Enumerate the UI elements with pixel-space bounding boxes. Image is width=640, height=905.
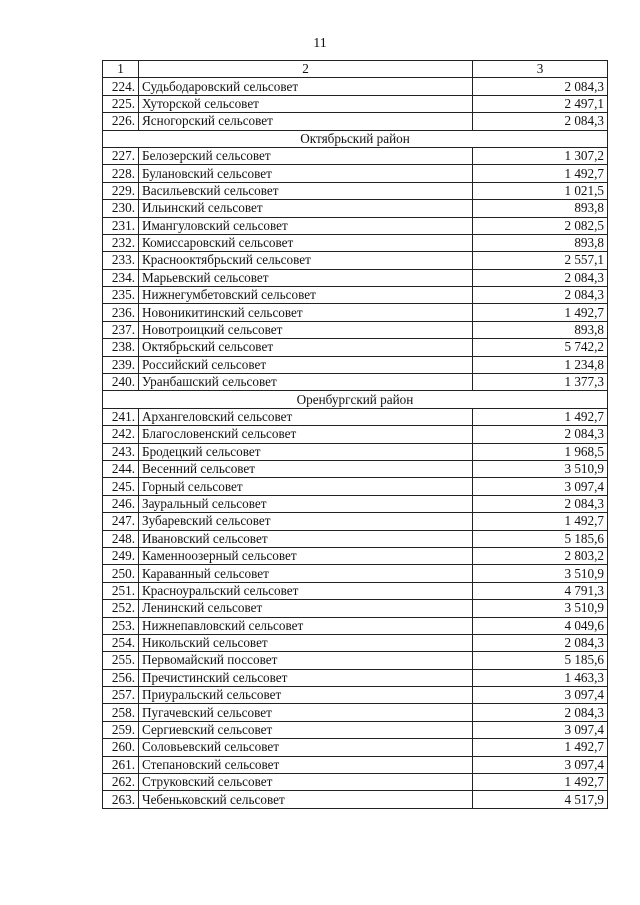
row-number: 258. xyxy=(103,704,139,721)
row-number: 229. xyxy=(103,182,139,199)
row-number: 236. xyxy=(103,304,139,321)
header-row xyxy=(103,61,608,78)
settlement-name: Хуторской сельсовет xyxy=(139,95,473,112)
section-row xyxy=(103,391,608,408)
settlement-name: Булановский сельсовет xyxy=(139,165,473,182)
settlement-name: Караванный сельсовет xyxy=(139,565,473,582)
row-number: 247. xyxy=(103,513,139,530)
row-number: 224. xyxy=(103,78,139,95)
settlement-name: Никольский сельсовет xyxy=(139,634,473,651)
settlement-name: Краснооктябрьский сельсовет xyxy=(139,252,473,269)
table-row xyxy=(103,634,608,651)
settlement-name: Судьбодаровский сельсовет xyxy=(139,78,473,95)
row-number: 256. xyxy=(103,669,139,686)
row-number: 239. xyxy=(103,356,139,373)
table-row xyxy=(103,374,608,391)
row-value: 1 492,7 xyxy=(473,408,608,425)
settlement-name: Ивановский сельсовет xyxy=(139,530,473,547)
row-value: 2 084,3 xyxy=(473,287,608,304)
settlement-name: Зубаревский сельсовет xyxy=(139,513,473,530)
row-number: 246. xyxy=(103,495,139,512)
table-row xyxy=(103,739,608,756)
row-value: 3 097,4 xyxy=(473,478,608,495)
row-value: 5 185,6 xyxy=(473,530,608,547)
row-value: 1 492,7 xyxy=(473,304,608,321)
row-number: 226. xyxy=(103,113,139,130)
table-row xyxy=(103,356,608,373)
row-value: 2 084,3 xyxy=(473,634,608,651)
row-value: 3 510,9 xyxy=(473,460,608,477)
table-row xyxy=(103,200,608,217)
row-number: 261. xyxy=(103,756,139,773)
table-row xyxy=(103,547,608,564)
row-number: 235. xyxy=(103,287,139,304)
row-value: 893,8 xyxy=(473,321,608,338)
row-number: 260. xyxy=(103,739,139,756)
row-number: 230. xyxy=(103,200,139,217)
row-value: 1 492,7 xyxy=(473,165,608,182)
row-value: 5 185,6 xyxy=(473,652,608,669)
row-number: 231. xyxy=(103,217,139,234)
row-value: 2 497,1 xyxy=(473,95,608,112)
row-number: 252. xyxy=(103,600,139,617)
settlement-name: Новотроицкий сельсовет xyxy=(139,321,473,338)
row-number: 259. xyxy=(103,721,139,738)
table-row xyxy=(103,600,608,617)
row-value: 1 307,2 xyxy=(473,147,608,164)
row-number: 238. xyxy=(103,339,139,356)
row-number: 225. xyxy=(103,95,139,112)
row-number: 262. xyxy=(103,774,139,791)
table-row xyxy=(103,704,608,721)
table-row xyxy=(103,287,608,304)
row-value: 4 791,3 xyxy=(473,582,608,599)
settlement-name: Имангуловский сельсовет xyxy=(139,217,473,234)
row-number: 242. xyxy=(103,426,139,443)
row-value: 4 517,9 xyxy=(473,791,608,808)
row-value: 2 084,3 xyxy=(473,113,608,130)
table-row xyxy=(103,165,608,182)
row-value: 2 084,3 xyxy=(473,269,608,286)
settlement-name: Васильевский сельсовет xyxy=(139,182,473,199)
table-row xyxy=(103,304,608,321)
settlement-name: Горный сельсовет xyxy=(139,478,473,495)
table-row xyxy=(103,791,608,808)
row-value: 1 492,7 xyxy=(473,739,608,756)
table-row xyxy=(103,339,608,356)
section-row xyxy=(103,130,608,147)
settlement-name: Пугачевский сельсовет xyxy=(139,704,473,721)
table-row xyxy=(103,669,608,686)
table-row xyxy=(103,147,608,164)
table-row xyxy=(103,269,608,286)
row-number: 245. xyxy=(103,478,139,495)
row-number: 253. xyxy=(103,617,139,634)
table-row xyxy=(103,460,608,477)
row-value: 2 082,5 xyxy=(473,217,608,234)
settlement-name: Соловьевский сельсовет xyxy=(139,739,473,756)
row-value: 1 463,3 xyxy=(473,669,608,686)
row-number: 251. xyxy=(103,582,139,599)
table-row xyxy=(103,687,608,704)
table-row xyxy=(103,774,608,791)
table-row xyxy=(103,252,608,269)
row-number: 250. xyxy=(103,565,139,582)
settlement-name: Чебеньковский сельсовет xyxy=(139,791,473,808)
table-row xyxy=(103,495,608,512)
row-number: 233. xyxy=(103,252,139,269)
settlement-name: Красноуральский сельсовет xyxy=(139,582,473,599)
data-table xyxy=(102,60,608,809)
row-value: 2 557,1 xyxy=(473,252,608,269)
table-row xyxy=(103,721,608,738)
settlement-name: Октябрьский сельсовет xyxy=(139,339,473,356)
settlement-name: Уранбашский сельсовет xyxy=(139,374,473,391)
row-number: 232. xyxy=(103,234,139,251)
page-number: 11 xyxy=(313,36,327,51)
row-value: 1 968,5 xyxy=(473,443,608,460)
table-row xyxy=(103,78,608,95)
row-value: 2 084,3 xyxy=(473,426,608,443)
settlement-name: Благословенский сельсовет xyxy=(139,426,473,443)
row-value: 2 084,3 xyxy=(473,78,608,95)
row-number: 263. xyxy=(103,791,139,808)
row-number: 249. xyxy=(103,547,139,564)
settlement-name: Пречистинский сельсовет xyxy=(139,669,473,686)
header-col-3: 3 xyxy=(473,61,608,78)
row-value: 893,8 xyxy=(473,234,608,251)
section-title: Оренбургский район xyxy=(103,391,608,408)
row-value: 5 742,2 xyxy=(473,339,608,356)
settlement-name: Зауральный сельсовет xyxy=(139,495,473,512)
settlement-name: Весенний сельсовет xyxy=(139,460,473,477)
row-number: 228. xyxy=(103,165,139,182)
table-body xyxy=(103,61,608,809)
settlement-name: Архангеловский сельсовет xyxy=(139,408,473,425)
row-value: 3 097,4 xyxy=(473,721,608,738)
table-row xyxy=(103,234,608,251)
row-value: 893,8 xyxy=(473,200,608,217)
settlement-name: Каменноозерный сельсовет xyxy=(139,547,473,564)
table-row xyxy=(103,95,608,112)
header-col-1: 1 xyxy=(103,61,139,78)
table-row xyxy=(103,565,608,582)
table-row xyxy=(103,652,608,669)
row-number: 227. xyxy=(103,147,139,164)
settlement-name: Струковский сельсовет xyxy=(139,774,473,791)
settlement-name: Сергиевский сельсовет xyxy=(139,721,473,738)
settlement-name: Ясногорский сельсовет xyxy=(139,113,473,130)
row-number: 254. xyxy=(103,634,139,651)
row-number: 255. xyxy=(103,652,139,669)
settlement-name: Бродецкий сельсовет xyxy=(139,443,473,460)
table-row xyxy=(103,113,608,130)
settlement-name: Ильинский сельсовет xyxy=(139,200,473,217)
row-value: 3 510,9 xyxy=(473,565,608,582)
row-value: 2 084,3 xyxy=(473,495,608,512)
settlement-name: Белозерский сельсовет xyxy=(139,147,473,164)
table-row xyxy=(103,217,608,234)
table-row xyxy=(103,321,608,338)
table-row xyxy=(103,582,608,599)
row-value: 1 021,5 xyxy=(473,182,608,199)
section-title: Октябрьский район xyxy=(103,130,608,147)
table-row xyxy=(103,617,608,634)
settlement-name: Новоникитинский сельсовет xyxy=(139,304,473,321)
settlement-name: Нижнепавловский сельсовет xyxy=(139,617,473,634)
settlement-name: Нижнегумбетовский сельсовет xyxy=(139,287,473,304)
row-value: 1 234,8 xyxy=(473,356,608,373)
row-number: 257. xyxy=(103,687,139,704)
row-value: 2 084,3 xyxy=(473,704,608,721)
table-row xyxy=(103,513,608,530)
table-row xyxy=(103,182,608,199)
settlement-name: Российский сельсовет xyxy=(139,356,473,373)
settlement-name: Степановский сельсовет xyxy=(139,756,473,773)
header-col-2: 2 xyxy=(139,61,473,78)
table-row xyxy=(103,756,608,773)
row-value: 1 492,7 xyxy=(473,513,608,530)
settlement-name: Первомайский поссовет xyxy=(139,652,473,669)
settlement-name: Марьевский сельсовет xyxy=(139,269,473,286)
row-number: 240. xyxy=(103,374,139,391)
settlement-name: Ленинский сельсовет xyxy=(139,600,473,617)
row-number: 248. xyxy=(103,530,139,547)
table-row xyxy=(103,530,608,547)
table-row xyxy=(103,478,608,495)
row-value: 3 097,4 xyxy=(473,687,608,704)
row-number: 244. xyxy=(103,460,139,477)
row-value: 4 049,6 xyxy=(473,617,608,634)
row-number: 237. xyxy=(103,321,139,338)
row-number: 241. xyxy=(103,408,139,425)
row-value: 3 097,4 xyxy=(473,756,608,773)
row-number: 234. xyxy=(103,269,139,286)
row-value: 1 377,3 xyxy=(473,374,608,391)
table-row xyxy=(103,408,608,425)
row-value: 1 492,7 xyxy=(473,774,608,791)
settlement-name: Приуральский сельсовет xyxy=(139,687,473,704)
settlement-name: Комиссаровский сельсовет xyxy=(139,234,473,251)
row-number: 243. xyxy=(103,443,139,460)
table-row xyxy=(103,426,608,443)
table-row xyxy=(103,443,608,460)
row-value: 3 510,9 xyxy=(473,600,608,617)
row-value: 2 803,2 xyxy=(473,547,608,564)
